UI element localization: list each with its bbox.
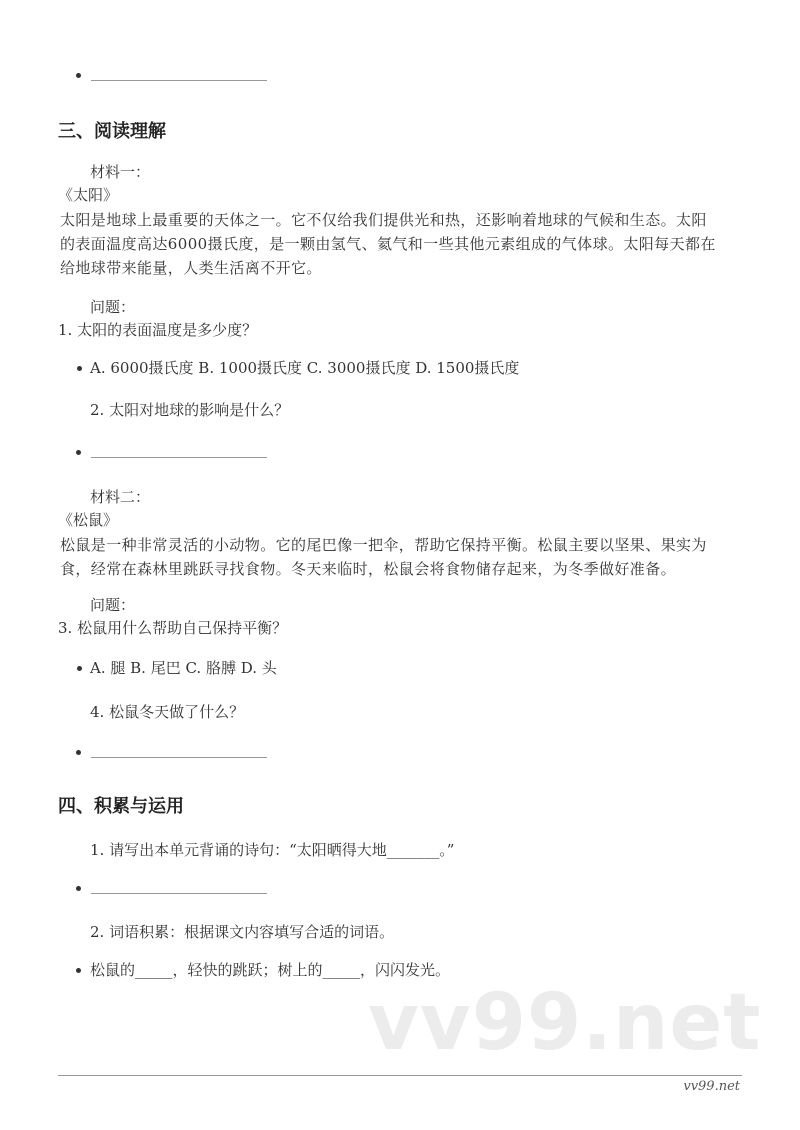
questions-label: 问题： bbox=[90, 596, 136, 614]
question-options: A. 腿 B. 尾巴 C. 胳膊 D. 头 bbox=[90, 659, 277, 677]
question: 3. 松鼠用什么帮助自己保持平衡？ bbox=[58, 619, 288, 637]
footer-site: vv99.net bbox=[683, 1079, 740, 1094]
question: 4. 松鼠冬天做了什么？ bbox=[90, 703, 245, 721]
question: 1. 太阳的表面温度是多少度？ bbox=[58, 321, 258, 339]
paragraph-line: 给地球带来能量，人类生活离不开它。 bbox=[60, 259, 322, 277]
question: 1. 请写出本单元背诵的诗句：“太阳晒得大地_______。” bbox=[90, 841, 455, 859]
questions-label: 问题： bbox=[90, 298, 136, 316]
bullet bbox=[77, 366, 82, 371]
paragraph-line: 太阳是地球上最重要的天体之一。它不仅给我们提供光和热，还影响着地球的气候和生态。太阳 bbox=[60, 211, 707, 229]
question: 2. 太阳对地球的影响是什么？ bbox=[90, 401, 290, 419]
bullet bbox=[76, 968, 81, 973]
bullet bbox=[77, 666, 82, 671]
section-heading: 四、积累与运用 bbox=[58, 796, 184, 817]
material-title: 《太阳》 bbox=[58, 186, 119, 204]
bullet bbox=[76, 450, 81, 455]
fill-in-sentence: 松鼠的_____，轻快的跳跃；树上的_____，闪闪发光。 bbox=[90, 961, 451, 979]
answer-blank[interactable] bbox=[91, 757, 267, 758]
answer-blank[interactable] bbox=[91, 457, 267, 458]
bullet bbox=[76, 886, 81, 891]
bullet bbox=[76, 73, 81, 78]
paragraph-line: 松鼠是一种非常灵活的小动物。它的尾巴像一把伞，帮助它保持平衡。松鼠主要以坚果、果实为 bbox=[60, 536, 707, 554]
material-title: 《松鼠》 bbox=[58, 511, 119, 529]
bullet bbox=[76, 750, 81, 755]
paragraph-line: 食，经常在森林里跳跃寻找食物。冬天来临时，松鼠会将食物储存起来，为冬季做好准备。 bbox=[60, 560, 677, 578]
answer-blank[interactable] bbox=[91, 893, 267, 894]
question: 2. 词语积累：根据课文内容填写合适的词语。 bbox=[90, 923, 395, 941]
material-label: 材料二： bbox=[90, 488, 151, 506]
section-heading: 三、阅读理解 bbox=[58, 121, 166, 142]
footer-divider bbox=[58, 1075, 742, 1076]
watermark: vv99.net bbox=[368, 978, 762, 1068]
question-options: A. 6000摄氏度 B. 1000摄氏度 C. 3000摄氏度 D. 1500摄氏度 bbox=[90, 359, 520, 377]
paragraph-line: 的表面温度高达6000摄氏度，是一颗由氢气、氦气和一些其他元素组成的气体球。太阳每天都在 bbox=[60, 235, 716, 253]
material-label: 材料一： bbox=[90, 163, 151, 181]
answer-blank[interactable] bbox=[91, 80, 267, 81]
